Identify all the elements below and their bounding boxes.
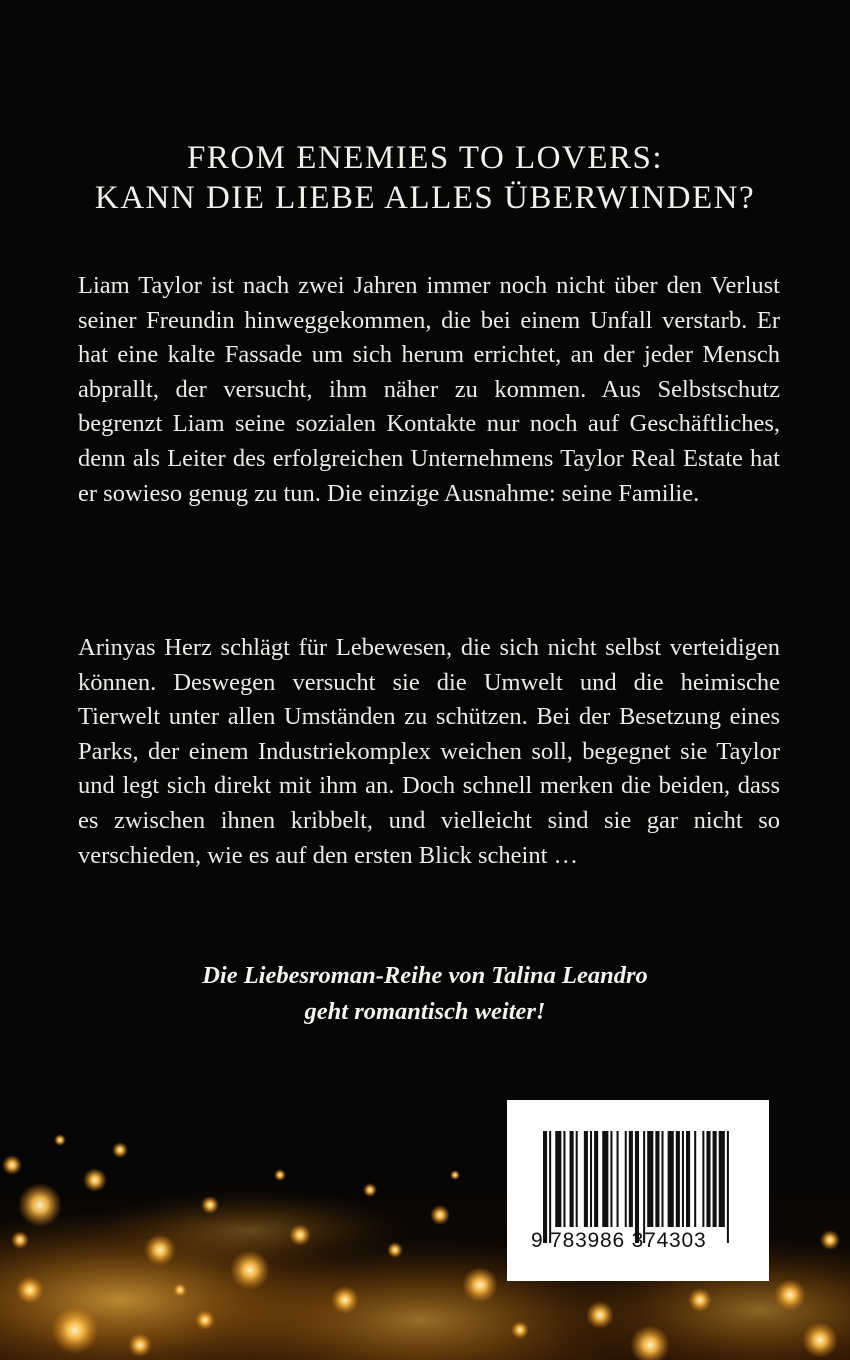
headline-line-1: FROM ENEMIES TO LOVERS: bbox=[186, 140, 664, 176]
blurb-paragraph-1: Liam Taylor ist nach zwei Jahren immer noch nicht über den Verlust seiner Freundin hinweggekommen, die bei einem Unfall verstarb. Er hat eine kalte Fassade um sich herum errichtet, an der jeder Mensch abprallt, der versucht, ihm näher zu kommen. Aus Selbstschutz begrenzt Liam seine sozialen Kontakte nur noch auf Geschäftliches, denn als Leiter des erfolgreichen Unternehmens Taylor Real Estate hat er sowieso genug zu tun. Die einzige Ausnahme: seine Familie. bbox=[78, 272, 780, 507]
bokeh-light bbox=[363, 1183, 377, 1197]
barcode-bar bbox=[549, 1131, 551, 1243]
bokeh-light bbox=[2, 1155, 22, 1175]
barcode-bar bbox=[555, 1131, 561, 1227]
bokeh-light bbox=[18, 1183, 62, 1227]
series-note-line-2: geht romantisch weiter! bbox=[304, 998, 546, 1025]
bokeh-light bbox=[51, 1306, 99, 1354]
barcode-bar bbox=[610, 1131, 612, 1227]
barcode-bar bbox=[629, 1131, 633, 1227]
bokeh-light bbox=[128, 1333, 152, 1357]
barcode-bar bbox=[719, 1131, 725, 1227]
isbn-number: 9 783986 374303 bbox=[531, 1229, 707, 1252]
barcode-bar bbox=[686, 1131, 690, 1227]
barcode-bar bbox=[727, 1131, 729, 1243]
bokeh-light bbox=[586, 1301, 614, 1329]
bokeh-light bbox=[173, 1283, 187, 1297]
barcode-bar bbox=[682, 1131, 684, 1227]
bokeh-light bbox=[462, 1267, 498, 1303]
bokeh-light bbox=[274, 1169, 286, 1181]
barcode-bar bbox=[668, 1131, 674, 1227]
bokeh-light bbox=[450, 1170, 460, 1180]
isbn-barcode bbox=[507, 1100, 769, 1281]
series-note bbox=[0, 958, 850, 1030]
bokeh-light bbox=[195, 1310, 215, 1330]
bokeh-light bbox=[331, 1286, 359, 1314]
series-note-line-1: Die Liebesroman-Reihe von Talina Leandro bbox=[202, 962, 648, 989]
bokeh-light bbox=[11, 1231, 29, 1249]
barcode-bar bbox=[694, 1131, 696, 1227]
bokeh-light bbox=[230, 1250, 270, 1290]
barcode-bar bbox=[543, 1131, 547, 1243]
bokeh-light bbox=[16, 1276, 44, 1304]
bokeh-light bbox=[774, 1279, 806, 1311]
barcode-bar bbox=[602, 1131, 608, 1227]
barcode-bar bbox=[576, 1131, 578, 1227]
blurb-paragraph-2: Arinyas Herz schlägt für Lebewesen, die sich nicht selbst verteidigen können. Deswegen versucht sie die Umwelt und die heimische Tierwelt unter allen Umständen zu schützen. Bei der Besetzung eines Parks, der einem Industriekomplex weichen soll, begegnet sie Taylor und legt sich direkt mit ihm an. Doch schnell merken die beiden, dass es zwischen ihnen kribbelt, und vielleicht sind sie gar nicht so verschieden, wie es auf den ersten Blick scheint … bbox=[78, 634, 780, 869]
barcode-bar bbox=[661, 1131, 663, 1227]
barcode-bar bbox=[563, 1131, 565, 1227]
bokeh-light bbox=[820, 1230, 840, 1250]
barcode-bar bbox=[584, 1131, 588, 1227]
bokeh-light bbox=[54, 1134, 66, 1146]
bokeh-light bbox=[387, 1242, 403, 1258]
barcode-bars bbox=[543, 1131, 733, 1243]
barcode-bar bbox=[706, 1131, 710, 1227]
bokeh-light bbox=[83, 1168, 107, 1192]
bokeh-light bbox=[289, 1224, 311, 1246]
bokeh-light bbox=[430, 1205, 450, 1225]
barcode-bar bbox=[570, 1131, 574, 1227]
barcode-bar bbox=[643, 1131, 645, 1243]
barcode-bar bbox=[594, 1131, 598, 1227]
barcode-bar bbox=[655, 1131, 659, 1227]
barcode-bar bbox=[617, 1131, 619, 1227]
bokeh-light bbox=[688, 1288, 712, 1312]
barcode-bar bbox=[676, 1131, 680, 1227]
barcode-bar bbox=[635, 1131, 639, 1243]
headline-line-2: KANN DIE LIEBE ALLES ÜBERWINDEN? bbox=[94, 180, 756, 216]
barcode-bar bbox=[702, 1131, 704, 1227]
bokeh-light bbox=[144, 1234, 176, 1266]
barcode-bar bbox=[590, 1131, 592, 1227]
bokeh-light bbox=[201, 1196, 219, 1214]
barcode-bar bbox=[647, 1131, 653, 1227]
barcode-bar bbox=[713, 1131, 717, 1227]
bokeh-light bbox=[112, 1142, 128, 1158]
bokeh-light bbox=[802, 1322, 838, 1358]
headline bbox=[0, 138, 850, 218]
bokeh-light bbox=[511, 1321, 529, 1339]
barcode-bar bbox=[625, 1131, 627, 1227]
